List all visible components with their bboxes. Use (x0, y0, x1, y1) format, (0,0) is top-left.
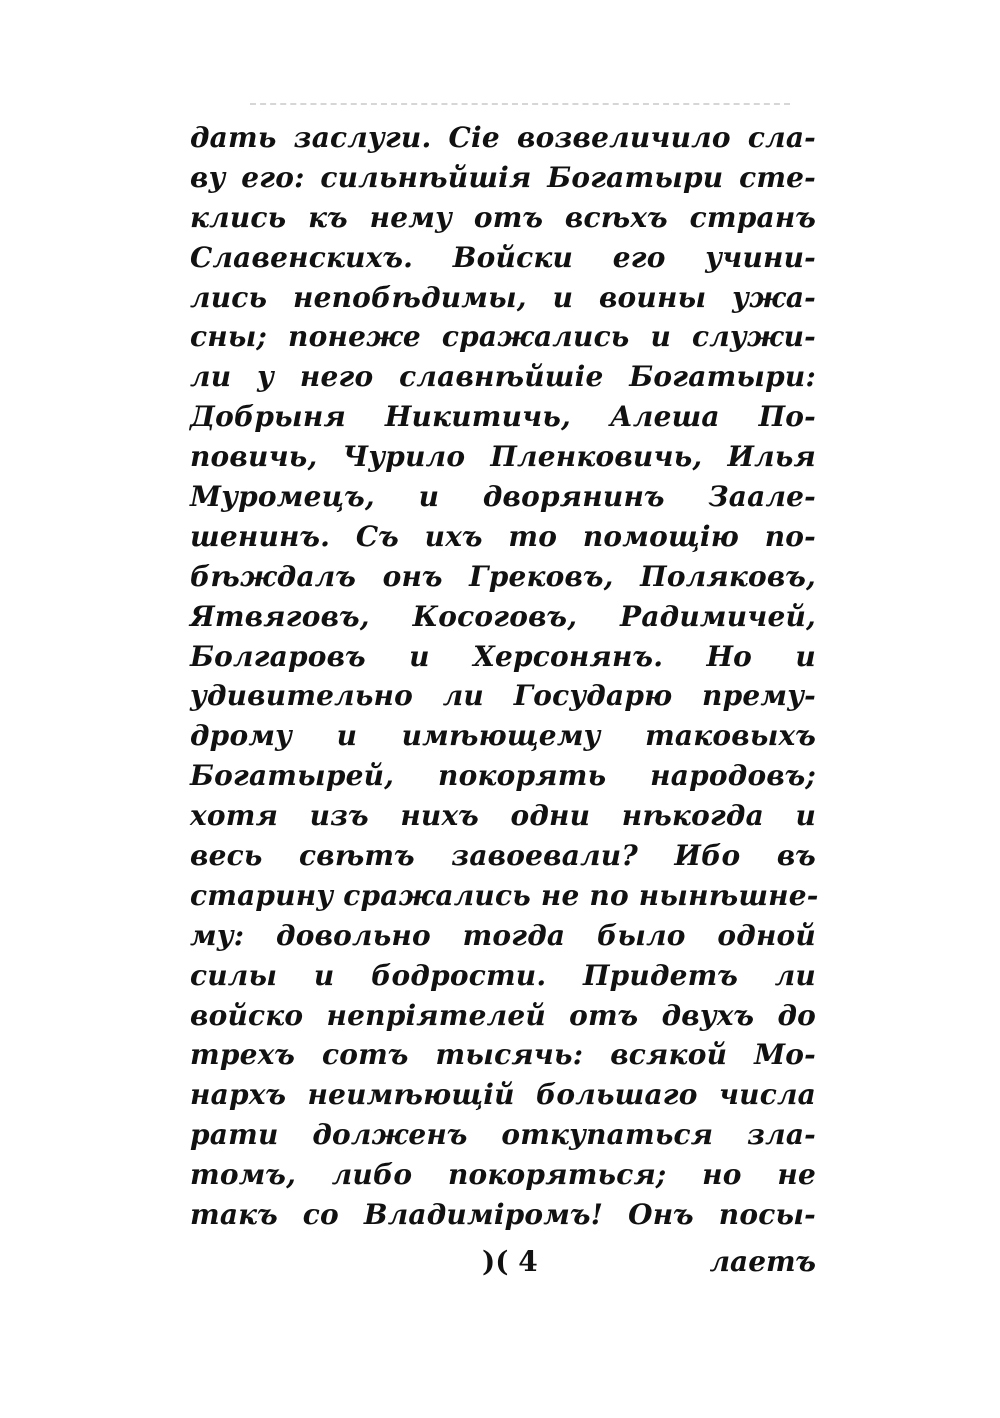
text-line: старину сражались не по нынѣшне- (190, 878, 819, 912)
text-line: сны; понеже сражались и служи- (190, 320, 816, 354)
text-line: удивительно ли Государю прему- (190, 679, 816, 713)
catchword: лаетъ (709, 1245, 816, 1278)
text-line: рати долженъ откупаться зла- (190, 1118, 816, 1152)
text-line: ли у него славнѣйшіе Богатыри: (190, 360, 816, 394)
text-line: дрому и имѣющему таковыхъ (190, 719, 816, 753)
text-line: лись непобѣдимы, и воины ужа- (190, 280, 816, 314)
text-line: силы и бодрости. Придетъ ли (190, 958, 816, 992)
text-line: Славенскихъ. Войски его учини- (190, 240, 816, 274)
text-line: такъ со Владиміромъ! Онъ посы- (190, 1198, 816, 1232)
page-footer (190, 1245, 816, 1285)
text-line: весь свѣтъ завоевали? Ибо въ (190, 839, 816, 873)
text-line: Добрыня Никитичь, Алеша По- (190, 400, 816, 434)
text-line: нархъ неимѣющій большаго числа (190, 1078, 816, 1112)
text-line: томъ, либо покоряться; но не (190, 1158, 816, 1192)
scan-noise (250, 103, 790, 109)
text-line: ву его: сильнѣйшія Богатыри сте- (190, 160, 816, 194)
text-line: Муромецъ, и дворянинъ Заале- (190, 480, 816, 514)
text-line: повичь, Чурило Пленковичь, Илья (190, 440, 816, 474)
text-line: Ятвяговъ, Косоговъ, Радимичей, (190, 599, 816, 633)
signature-mark: )( 4 (482, 1245, 538, 1278)
text-line: Богатырей, покорять народовъ; (190, 759, 816, 793)
text-line: Болгаровъ и Херсонянъ. Но и (190, 639, 816, 673)
text-line: дать заслуги. Сіе возвеличило сла- (190, 121, 816, 154)
text-line: войско непріятелей отъ двухъ до (190, 998, 816, 1032)
page-text (190, 118, 819, 1235)
text-line: хотя изъ нихъ одни нѣкогда и (190, 799, 816, 833)
text-line: бѣждалъ онъ Грековъ, Поляковъ, (190, 559, 816, 593)
text-line: му: довольно тогда было одной (190, 918, 816, 952)
text-line: клись къ нему отъ всѣхъ странъ (190, 200, 816, 234)
text-line: шенинъ. Съ ихъ то помощію по- (190, 519, 816, 553)
text-line: трехъ сотъ тысячь: всякой Мо- (190, 1038, 816, 1072)
